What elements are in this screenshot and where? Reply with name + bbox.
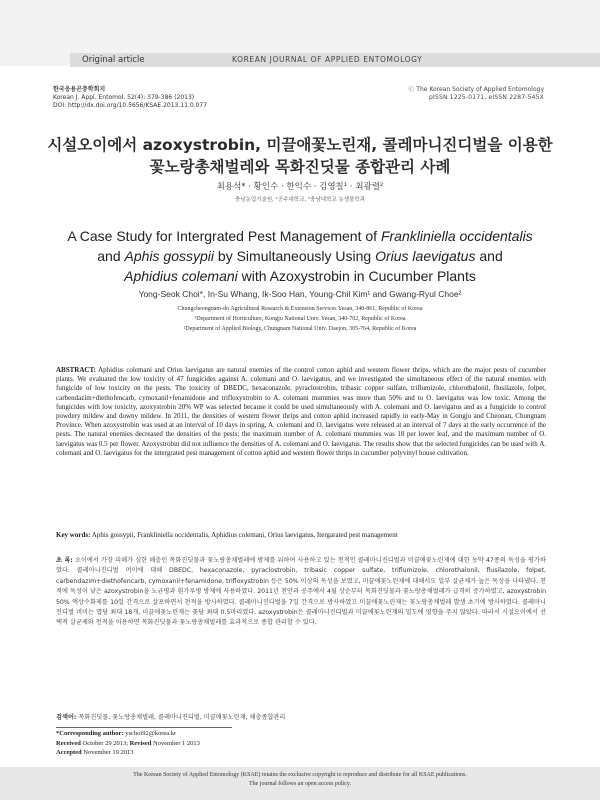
title-species: Aphis gossypii (124, 248, 215, 264)
article-type: Original article (82, 55, 145, 65)
abstract-text: Aphidius colemani and Orius laevigatus are natural enemies of the control cotton aphid and western flower thrips, which are the major pests of cucumber plants. We evaluated the low toxicity of 47 fungicides against A. colemani and O. laevigatus, and we investigated the simultaneous effect of the natural enemies with fungicide of low toxicity on the pests. The toxicity of DBEDC, hexaconazole, pyraclostrobin, tribasic copper sulfate, triflumizole, chlorothalonil, flusilazole, folpet, carbendazim+diethofencarb, cymoxanil+fenamidone and trifloxystrobin to A. colemani mummies was more than 50% and to O. laevigatus was low toxic. Among the fungicides with low toxicity, azoxystrobin 20% WP was selected because it could be used simultaneously with A. colemani and O. laevigatus and as a fungicide to control powdery mildew and downy mildew. In 2011, the densities of western flower thrips and cotton aphid increased rapidly in early-May in Gongju and Cheonan, Chungnam Province. When azoxystrobin was used at an interval of 10 days in spring, A. colemani and O. laevigatus were released at an interval of 7 days at the early occurrence of the pests. The natural enemies decreased the densities of the pests; the maximum number of A. colemani mummies was 18 per lower leaf, and the maximum number of O. laevigatus was 0.5 per flower. Azoxystrobin did not influence the densities of A. colemani and O. laevigatus. The results show that the selected fungicides can be used with A. colemani and O. laevigatus for the intergrated pest management of cotton aphid and western flower thrips in cucumber polyvinyl house cultivation. (56, 366, 546, 457)
korean-keywords-text: 목화진딧물, 꽃노랑총채벌레, 콜레마니진디벌, 미끌애꽃노린재, 해충종합관리 (78, 714, 286, 721)
footer-copyright (70, 771, 530, 789)
revised-date: November 1 2013 (152, 739, 200, 747)
copyright-block (408, 86, 544, 102)
korean-title-line-2: 꽃노랑총채벌레와 목화진딧물 종합관리 사례 (149, 158, 451, 176)
english-authors: Yong-Seok Choi*, In-Su Whang, Ik-Soo Han, Young-Chil Kim¹ and Gwang-Ryul Choe² (138, 289, 462, 299)
affiliation-1: Chungcheongnam-do Agricultural Research & Extension Services Yesan, 340-861, Republic of Korea (177, 306, 423, 312)
received-label: Received (56, 739, 81, 747)
korean-journal-name: 한국응용곤충학회지 (53, 86, 106, 93)
accepted-date: November 19 2013 (83, 749, 134, 756)
title-text: A Case Study for Intergrated Pest Management of (67, 228, 381, 244)
accepted-line (56, 748, 200, 758)
english-title-line-2 (40, 246, 560, 266)
title-species: Aphidius colemani (124, 268, 238, 284)
revised-label: Revised (129, 739, 152, 747)
affiliation-3: ²Department of Applied Biology, Chungnam National Univ. Daejon, 305-764, Republic of Korea (183, 326, 417, 332)
keywords-text: Aphis gossypii, Frankliniella occidentalis, Aphidius colemani, Orius laevigatus, Itergarated pest management (91, 531, 398, 539)
accepted-label: Accepted (56, 749, 82, 756)
english-title-line-3 (40, 266, 560, 286)
title-text: and (97, 248, 125, 264)
abstract-label: ABSTRACT: (56, 366, 96, 374)
korean-abstract-label: 초 록: (56, 557, 73, 564)
copyright: ⓒ The Korean Society of Applied Entomology (408, 86, 544, 93)
english-affiliations (40, 304, 560, 334)
title-species: Orius laevigatus (375, 248, 476, 264)
english-keywords (56, 531, 546, 539)
corresponding-author (56, 729, 200, 739)
korean-keywords-label: 검색어: (56, 714, 77, 721)
author-email[interactable]: yschoi92@korea.kr (125, 730, 177, 737)
issn: pISSN 1225-0171, eISSN 2287-545X (429, 94, 544, 101)
title-text: by Simultaneously Using (214, 248, 376, 264)
korean-affiliations: 충남농업기술원, ¹공주대학교, ²충남대학교 농생물학과 (234, 197, 366, 203)
korean-title-line-1: 시설오이에서 azoxystrobin, 미끌애꽃노린재, 콜레마니진디벌을 이용한 (47, 136, 553, 154)
korean-abstract (56, 556, 546, 629)
footnote-divider (56, 727, 232, 728)
citation: Korean J. Appl. Entomol. 52(4): 379-386 (2013) (53, 94, 195, 101)
korean-abstract-text: 오이에서 가장 피해가 심한 해충인 목화진딧물과 꽃노랑총채벌레에 방제를 위하여 사용하고 있는 천적인 콜레마니진디벌과 미끌애꽃노린재에 대한 농약 47종의 독성을 평가하였다. 콜레마니진디벌 머미에 대해 DBEDC, hexaconazole, pyraclostrobin, tribasic copper sulfate, triflumizole, chlorothalonil, flusilazole, folpet, carbendazim+diethofencarb, cymoxanil+fenamidone, trifloxystrobin 등은 50% 이상의 독성을 보였고, 미끌애꽃노린재에 대해서도 일부 살균제가 높은 독성을 나타냈다. 천적에 독성이 낮은 azoxystrobin을 노균병과 흰가루병 방제에 사용하였다. 2011년 천안과 공주에서 4월 상순부터 목화진딧물과 꽃노랑총채벌레가 급격히 증가하였고, azoxystrobin 50% 액상수화제를 10일 간격으로 살포하면서 천적을 방사하였다. 콜레마니진디벌을 7일 간격으로 방사하였고 미끌애꽃노린재는 꽃노랑총채벌레 발생 초기에 방사하였다. 콜레마니진디벌 머미는 엽당 최대 18개, 미끌애꽃노린재는 꽃당 최대 0.5마리였다. azoxystrobin은 콜레마니진디벌과 미끌애꽃노린재의 밀도에 영향을 주지 않았다. 따라서 시설오이에서 선택적 살균제와 천적을 이용하면 목화진딧물과 꽃노랑총채벌레를 효과적으로 종합 관리할 수 있다. (56, 557, 546, 627)
english-title (40, 226, 560, 286)
correspondence (56, 729, 200, 758)
title-species: Frankliniella occidentalis (380, 228, 533, 244)
received-line (56, 739, 200, 749)
affiliation-2: ¹Department of Horticulture, Kongju National Univ. Yesan, 340-702, Republic of Korea (194, 316, 406, 322)
title-text: with Azoxystrobin in Cucumber Plants (237, 268, 476, 284)
korean-authors: 최용석* · 황인수 · 한익수 · 김영칠¹ · 최광렬² (216, 182, 384, 192)
korean-title (40, 134, 560, 178)
korean-keywords (56, 712, 546, 721)
citation-block (53, 86, 207, 110)
doi-link[interactable]: DOI: http://dx.doi.org/10.5656/KSAE.2013.11.0.077 (53, 102, 207, 109)
received-date: October 29 2013; (82, 739, 129, 747)
english-title-line-1 (40, 226, 560, 246)
title-text: and (475, 248, 503, 264)
keywords-label: Key words: (56, 531, 91, 539)
footer-line-1: The Korean Society of Applied Entomology (KSAE) retains the exclusive copyright to reproduce and distribute for all KSAE publications. (133, 772, 467, 778)
corresponding-author-label: *Corresponding author: (56, 730, 124, 737)
english-abstract (56, 366, 546, 458)
journal-name: KOREAN JOURNAL OF APPLIED ENTOMOLOGY (232, 55, 423, 64)
footer-line-2: The journal follows an open access policy. (248, 781, 352, 787)
